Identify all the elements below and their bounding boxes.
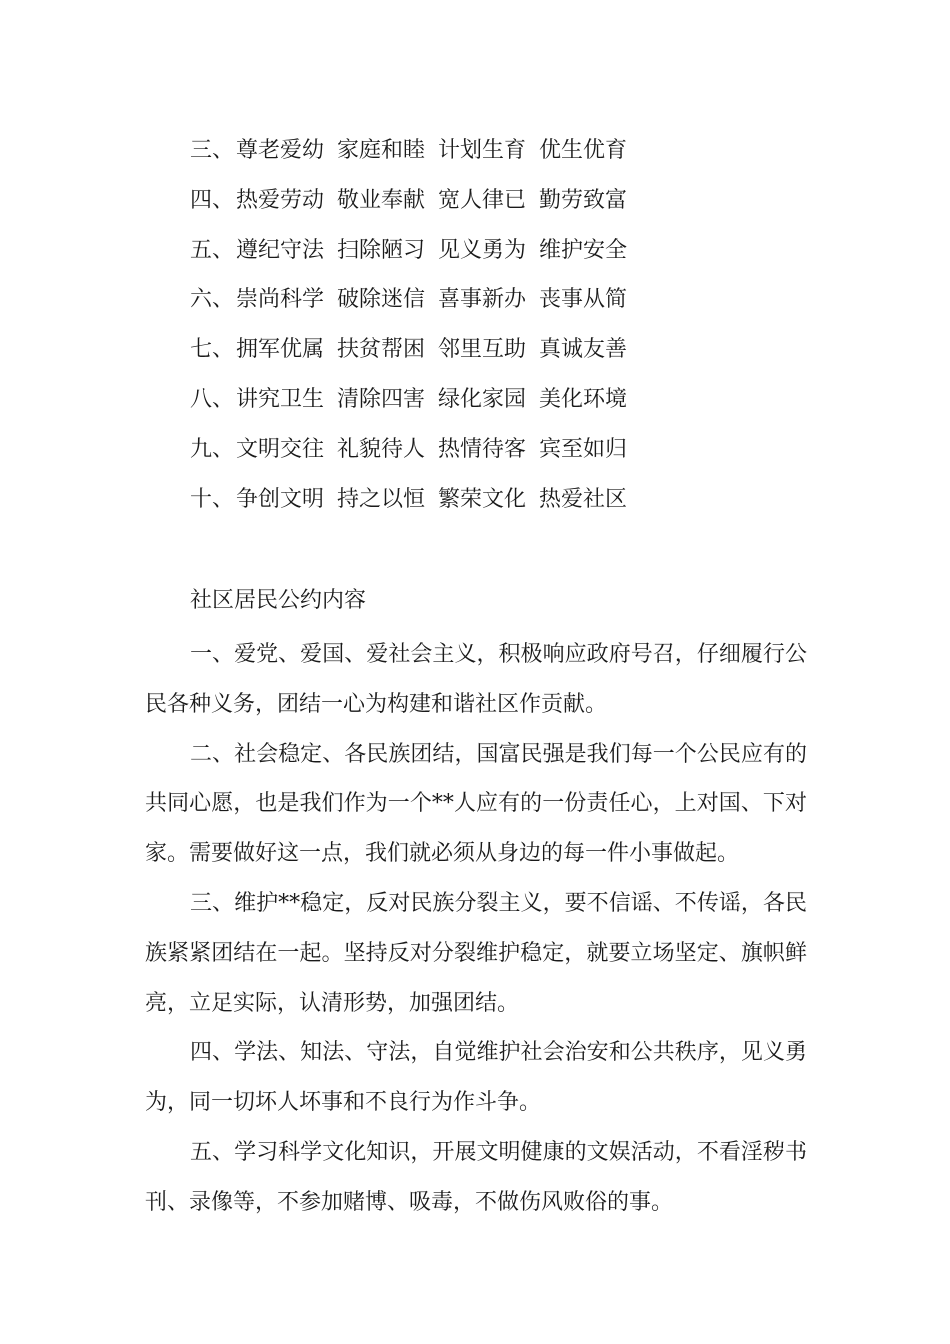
slogan-phrase: 拥军优属 <box>236 337 325 363</box>
slogan-phrase: 喜事新办 <box>438 287 527 313</box>
paragraph: 一、爱党、爱国、爱社会主义，积极响应政府号召，仔细履行公民各种义务，团结一心为构建和谐社区作贡献。 <box>145 642 807 717</box>
slogan-number: 三、 <box>190 138 235 163</box>
paragraph: 四、学法、知法、守法，自觉维护社会治安和公共秩序，见义勇为，同一切坏人坏事和不良行为作斗争。 <box>145 1040 807 1116</box>
slogan-number: 八、 <box>190 386 235 412</box>
slogan-phrase: 遵纪守法 <box>236 237 325 263</box>
slogan-row <box>190 431 627 481</box>
slogan-phrase: 家庭和睦 <box>337 138 426 163</box>
slogan-phrase: 繁荣文化 <box>438 486 527 512</box>
slogan-phrase: 宾至如归 <box>539 436 628 462</box>
slogan-phrase: 讲究卫生 <box>236 386 325 412</box>
slogan-phrase: 见义勇为 <box>438 237 527 263</box>
slogan-phrase: 绿化家园 <box>438 386 527 412</box>
slogan-row <box>190 331 627 381</box>
slogan-number: 十、 <box>190 486 235 512</box>
slogan-phrase: 敬业奉献 <box>337 187 426 213</box>
slogan-number: 九、 <box>190 436 235 462</box>
slogan-phrase: 热爱社区 <box>539 486 628 512</box>
slogan-phrase: 清除四害 <box>337 386 426 412</box>
slogan-phrase: 美化环境 <box>539 386 628 412</box>
slogan-phrase: 尊老爱幼 <box>236 138 325 163</box>
slogan-phrase: 热爱劳动 <box>236 187 325 213</box>
slogan-phrase: 礼貌待人 <box>337 436 426 462</box>
slogan-number: 六、 <box>190 287 235 313</box>
slogan-phrase: 计划生育 <box>438 138 527 163</box>
slogan-row <box>190 232 627 282</box>
slogan-phrase: 优生优育 <box>539 138 628 163</box>
slogan-list <box>190 132 627 530</box>
slogan-phrase: 争创文明 <box>236 486 325 512</box>
slogan-row <box>190 132 627 182</box>
slogan-number: 七、 <box>190 337 235 363</box>
slogan-phrase: 破除迷信 <box>337 287 426 313</box>
slogan-number: 四、 <box>190 187 235 213</box>
section-title: 社区居民公约内容 <box>190 588 367 613</box>
slogan-phrase: 热情待客 <box>438 436 527 462</box>
slogan-phrase: 崇尚科学 <box>236 287 325 313</box>
slogan-row <box>190 481 627 531</box>
paragraph: 二、社会稳定、各民族团结，国富民强是我们每一个公民应有的共同心愿，也是我们作为一个**人应有的一份责任心，上对国、下对家。需要做好这一点，我们就必须从身边的每一件小事做起。 <box>145 741 807 867</box>
slogan-row <box>190 182 627 232</box>
slogan-phrase: 扶贫帮困 <box>337 337 426 363</box>
paragraph: 三、维护**稳定，反对民族分裂主义，要不信谣、不传谣，各民族紧紧团结在一起。坚持反对分裂维护稳定，就要立场坚定、旗帜鲜亮，立足实际，认清形势，加强团结。 <box>145 890 807 1016</box>
slogan-row <box>190 381 627 431</box>
convention-body <box>145 630 807 1228</box>
slogan-phrase: 文明交往 <box>236 436 325 462</box>
slogan-phrase: 真诚友善 <box>539 337 628 363</box>
slogan-number: 五、 <box>190 237 235 263</box>
slogan-phrase: 扫除陋习 <box>337 237 426 263</box>
slogan-phrase: 持之以恒 <box>337 486 426 512</box>
slogan-phrase: 勤劳致富 <box>539 187 628 213</box>
slogan-phrase: 宽人律已 <box>438 187 527 213</box>
paragraph: 五、学习科学文化知识，开展文明健康的文娱活动，不看淫秽书刊、录像等，不参加赌博、吸毒，不做伤风败俗的事。 <box>145 1139 807 1215</box>
slogan-phrase: 丧事从简 <box>539 287 628 313</box>
slogan-phrase: 维护安全 <box>539 237 628 263</box>
slogan-phrase: 邻里互助 <box>438 337 527 363</box>
slogan-row <box>190 281 627 331</box>
